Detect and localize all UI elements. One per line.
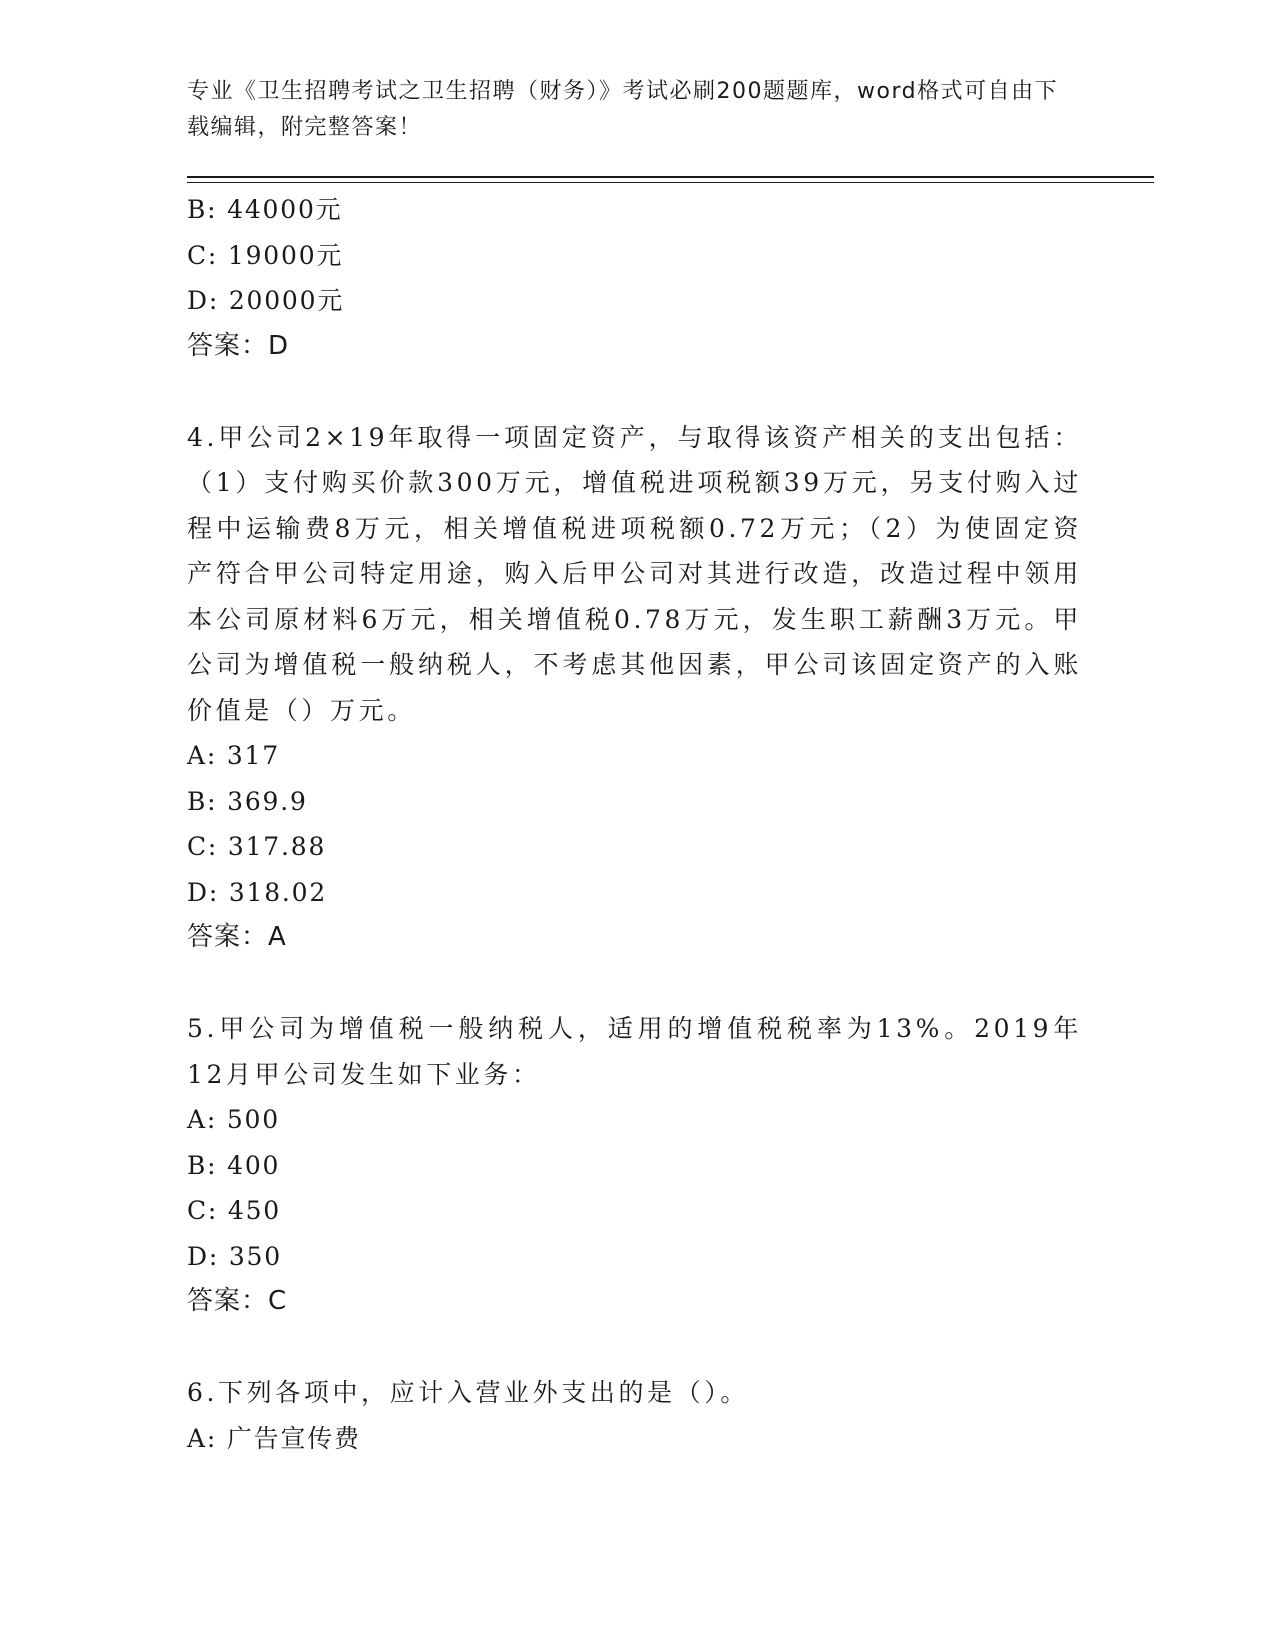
header-rule-thin (187, 182, 1154, 183)
option-d: D: 20000元 (187, 286, 345, 315)
option-b: B: 44000元 (187, 195, 343, 224)
document-header: 专业《卫生招聘考试之卫生招聘（财务）》考试必刷200题题库，word格式可自由下载编辑，附完整答案！ (187, 79, 1059, 140)
option-a: A: 500 (187, 1105, 280, 1134)
answer: 答案：A (187, 922, 287, 952)
answer: 答案：C (187, 1286, 288, 1316)
option-b: B: 400 (187, 1150, 281, 1180)
option-d: D: 318.02 (187, 877, 328, 907)
question-5 (187, 1006, 1087, 1325)
option-c: C: 450 (187, 1196, 282, 1225)
spacer (187, 369, 1087, 415)
question-list (187, 187, 1087, 1461)
question-text: 5.甲公司为增值税一般纳税人，适用的增值税税率为13%。2019年12月甲公司发生如下业务： (187, 1014, 1082, 1089)
option-c: C: 19000元 (187, 240, 344, 270)
question-6 (187, 1370, 1087, 1461)
question-text: 4.甲公司2×19年取得一项固定资产，与取得该资产相关的支出包括：（1）支付购买价款300万元，增值税进项税额39万元，另支付购入过程中运输费8万元，相关增值税进项税额0.72万元；（2）为使固定资产符合甲公司特定用途，购入后甲公司对其进行改造，改造过程中领用本公司原材料6万元，相关增值税0.78万元，发生职工薪酬3万元。甲公司为增值税一般纳税人，不考虑其他因素，甲公司该固定资产的入账价值是（）万元。 (187, 422, 1082, 725)
option-b: B: 369.9 (187, 786, 308, 816)
question-3 (187, 187, 1087, 369)
option-a: A: 317 (187, 741, 280, 770)
option-d: D: 350 (187, 1241, 282, 1271)
header-rule-thick (187, 176, 1154, 178)
spacer (187, 961, 1087, 1007)
spacer (187, 1325, 1087, 1371)
question-4 (187, 415, 1087, 961)
answer: 答案：D (187, 330, 290, 361)
option-a: A: 广告宣传费 (187, 1423, 361, 1453)
question-text: 6.下列各项中，应计入营业外支出的是（）。 (187, 1378, 749, 1407)
option-c: C: 317.88 (187, 832, 327, 861)
